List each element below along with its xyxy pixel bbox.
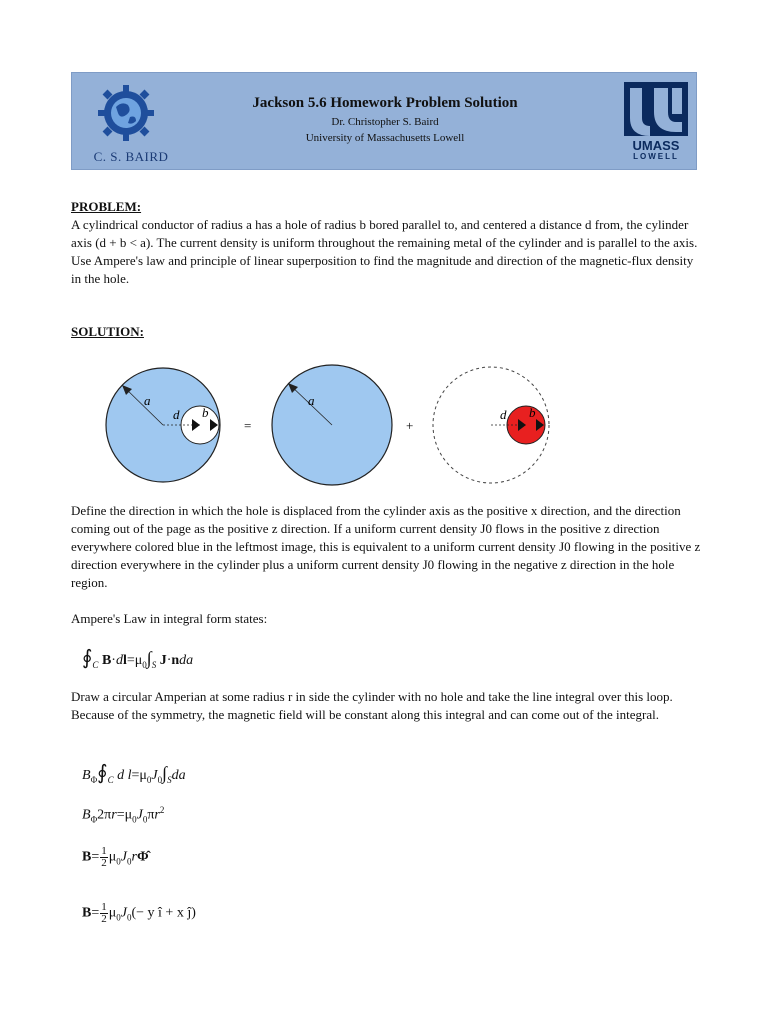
- label-a-1: a: [144, 393, 151, 408]
- plus-sign: +: [406, 418, 414, 433]
- equation-circulation: $B_\Phi 2\pi r=\mu_0J_0\pi r^2$: [82, 805, 165, 825]
- solution-para-2: Ampere's Law in integral form states:: [71, 611, 268, 626]
- header-banner: [71, 72, 697, 170]
- label-a-2: a: [308, 393, 315, 408]
- logo-caption: C. S. BAIRD: [93, 149, 169, 164]
- logo-lowell: LOWELL: [633, 152, 679, 161]
- umass-lowell-logo: [624, 82, 688, 162]
- university: University of Massachusetts Lowell: [305, 132, 465, 144]
- logo-umass: UMASS: [632, 138, 680, 153]
- label-d-1: d: [173, 407, 180, 422]
- superposition-diagram: [100, 363, 560, 493]
- label-b-1: b: [202, 405, 209, 420]
- equation-b-phi: B= $\frac{1}{2}$ $\mu_0J_0r\Phî$: [82, 845, 149, 869]
- label-d-3: d: [500, 407, 507, 422]
- page-title: Jackson 5.6 Homework Problem Solution: [252, 95, 518, 111]
- problem-heading: PROBLEM:: [71, 199, 142, 214]
- author: Dr. Christopher S. Baird: [331, 116, 439, 128]
- equation-line-integral: $B_\Phi∮_C$ d $l=\mu_0J_0\int_Sda$: [82, 762, 186, 785]
- solution-para-3: Draw a circular Amperian at some radius r in side the cylinder with no hole and take the line integral over this loop. Because of the symmetry, the magnetic field will be constant along this integral and can come out of the integral.: [71, 689, 673, 722]
- solution-para-1: Define the direction in which the hole is displaced from the cylinder axis as the positive x direction, and the direction coming out of the page as the positive z direction. If a uniform current density J0 flows in the positive z direction everywhere colored blue in the leftmost image, this is equivalent to a uniform current density J0 flowing in the positive z direction everywhere in the cylinder plus a uniform current density J0 flowing in the negative z direction in the hole region.: [71, 503, 701, 590]
- solution-heading: SOLUTION:: [71, 324, 144, 339]
- label-b-3: b: [529, 405, 536, 420]
- equation-ampere: $∮_C$ $B\cdot dl=\mu_0\int_S$ J·nda: [82, 647, 194, 670]
- equals-sign: =: [244, 418, 252, 433]
- umass-emblem-icon: [624, 82, 688, 138]
- problem-text: A cylindrical conductor of radius a has a hole of radius b bored parallel to, and centered a distance d from, the cylinder axis (d + b < a). The current density is uniform throughout the remaining metal of the cylinder and is parallel to the axis. Use Ampere's law and principle of linear superposition to find the magnitude and direction of the magnetic-flux density in the hole.: [71, 217, 698, 286]
- equation-b-cartesian: B= $\frac{1}{2}$ $\mu_0J_0(- y$ î + x ĵ): [82, 901, 196, 925]
